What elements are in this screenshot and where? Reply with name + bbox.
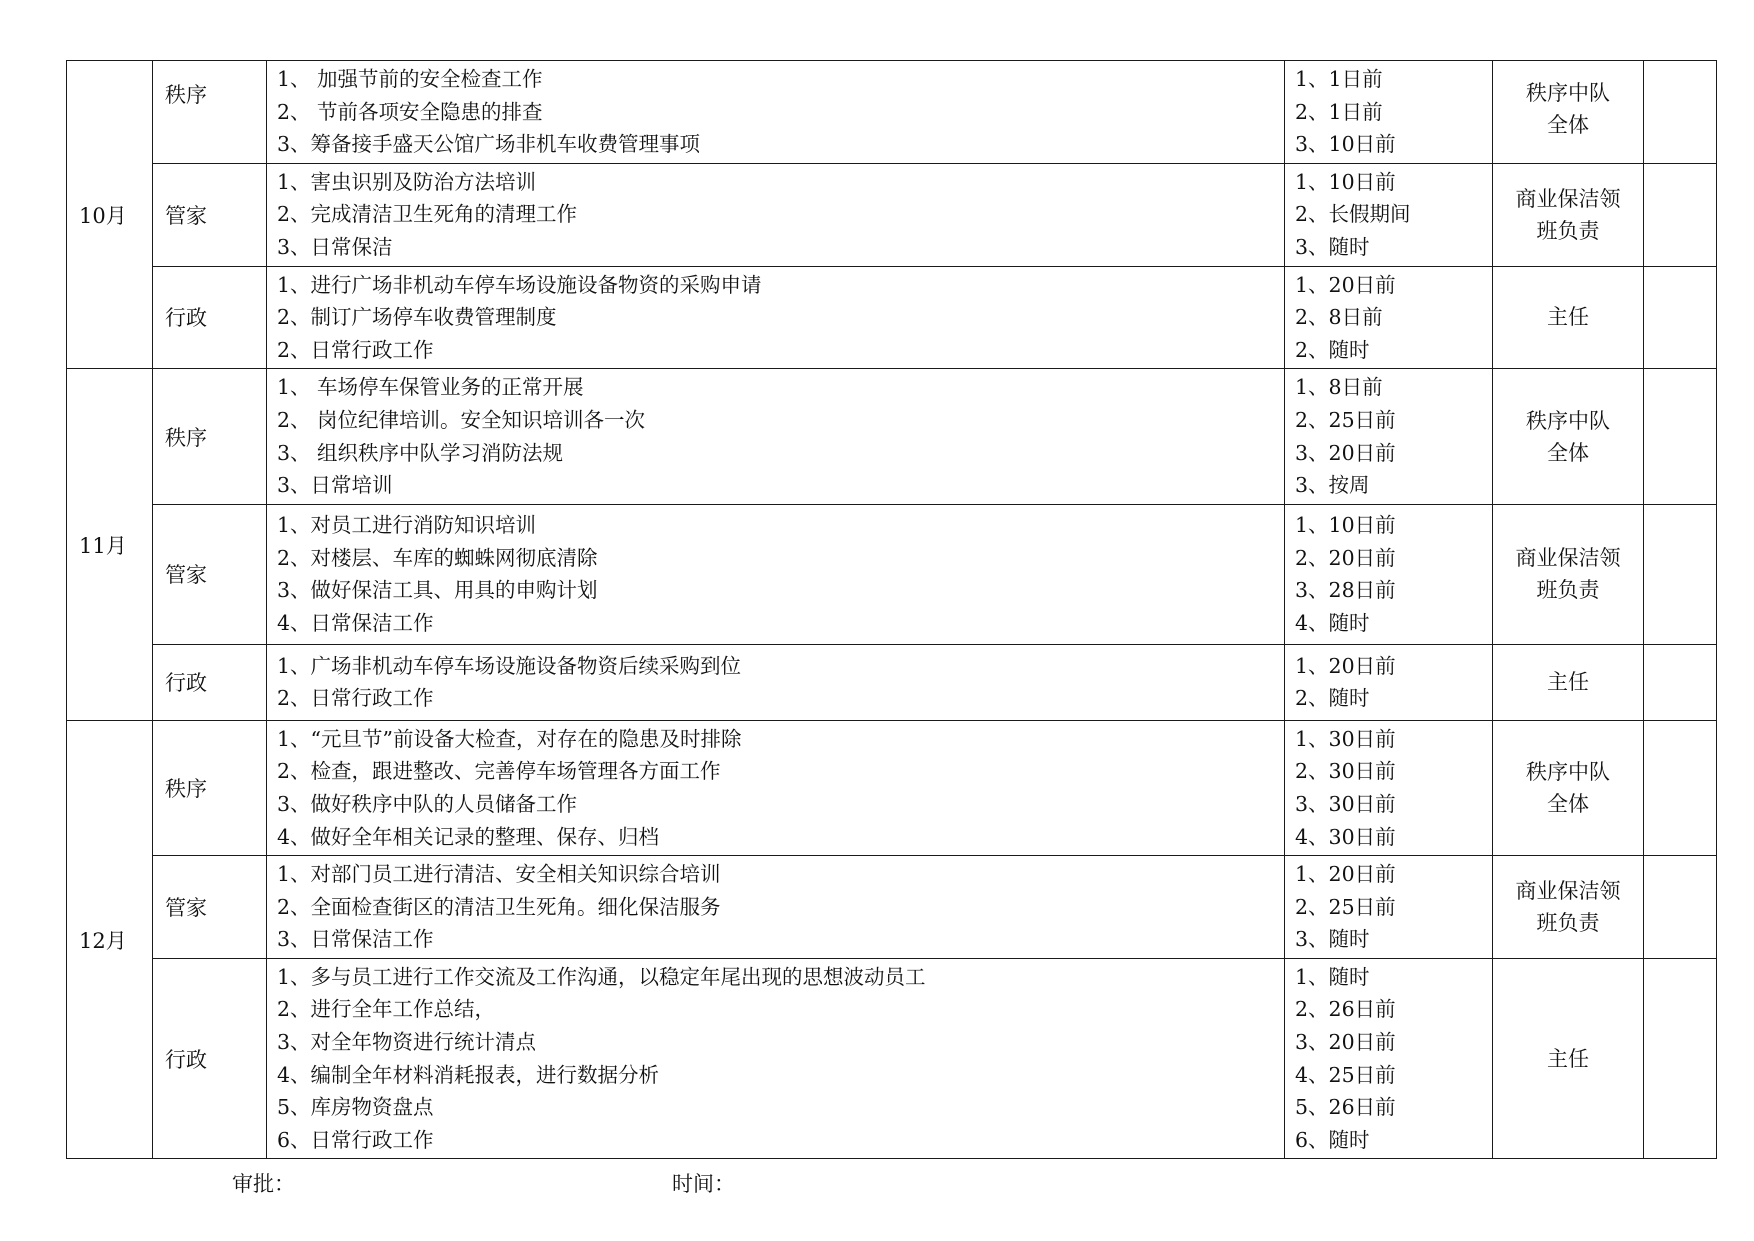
remarks-cell [1644, 369, 1717, 504]
task-item: 1、 加强节前的安全检查工作 [277, 67, 543, 91]
deadline-item: 3、随时 [1295, 927, 1370, 952]
table-row [67, 644, 1717, 720]
task-item: 4、日常保洁工作 [277, 610, 434, 635]
owner-line: 班负责 [1536, 578, 1600, 603]
deadline-item: 2、25日前 [1295, 894, 1396, 919]
deadline-item: 5、26日前 [1295, 1095, 1396, 1120]
task-item: 2、检查，跟进整改、完善停车场管理各方面工作 [277, 759, 721, 784]
approve-label: 审批： [232, 1172, 295, 1196]
deadline-item: 1、10日前 [1295, 169, 1396, 194]
dept-cell: 行政 [153, 644, 267, 720]
deadline-item: 4、25日前 [1295, 1062, 1396, 1087]
remarks-cell [1644, 163, 1717, 266]
deadline-list [1285, 369, 1493, 504]
month-cell: 11月 [67, 369, 153, 720]
owner-line: 秩序中队 [1526, 408, 1610, 433]
deadline-item: 1、20日前 [1295, 653, 1396, 678]
deadline-item: 3、20日前 [1295, 440, 1396, 465]
deadline-item: 2、20日前 [1295, 545, 1396, 570]
task-item: 1、害虫识别及防治方法培训 [277, 169, 537, 194]
owner-line: 主任 [1547, 305, 1589, 330]
owner-cell [1493, 163, 1644, 266]
deadline-item: 1、20日前 [1295, 272, 1396, 297]
task-item: 1、对部门员工进行清洁、安全相关知识综合培训 [277, 862, 721, 887]
task-item: 3、对全年物资进行统计清点 [277, 1030, 537, 1055]
task-item: 1、多与员工进行工作交流及工作沟通，以稳定年尾出现的思想波动员工 [277, 964, 926, 989]
table-row [67, 720, 1717, 855]
dept-cell: 管家 [153, 504, 267, 644]
table-row [67, 369, 1717, 504]
table-row [67, 61, 1717, 164]
month-cell: 12月 [67, 720, 153, 1159]
task-item: 1、进行广场非机动车停车场设施设备物资的采购申请 [277, 272, 762, 297]
deadline-item: 1、20日前 [1295, 862, 1396, 887]
owner-line: 全体 [1547, 440, 1589, 465]
task-item: 4、编制全年材料消耗报表，进行数据分析 [277, 1062, 660, 1087]
task-item: 1、对员工进行消防知识培训 [277, 513, 537, 538]
task-item: 2、制订广场停车收费管理制度 [277, 305, 557, 330]
remarks-cell [1644, 266, 1717, 369]
task-list [267, 856, 1285, 959]
task-item: 3、日常保洁 [277, 234, 393, 259]
task-item: 1、 车场停车保管业务的正常开展 [277, 375, 584, 400]
task-item: 5、库房物资盘点 [277, 1095, 434, 1120]
deadline-list [1285, 644, 1493, 720]
task-item: 2、日常行政工作 [277, 686, 434, 711]
deadline-item: 1、10日前 [1295, 513, 1396, 538]
table-row [67, 266, 1717, 369]
owner-line: 主任 [1547, 670, 1589, 695]
deadline-item: 2、26日前 [1295, 997, 1396, 1022]
deadline-item: 2、随时 [1295, 686, 1370, 711]
deadline-item: 2、8日前 [1295, 305, 1383, 330]
remarks-cell [1644, 644, 1717, 720]
deadline-item: 1、1日前 [1295, 67, 1383, 91]
deadline-list [1285, 163, 1493, 266]
owner-cell [1493, 856, 1644, 959]
task-item: 3、 组织秩序中队学习消防法规 [277, 440, 564, 465]
owner-line: 全体 [1547, 113, 1589, 137]
table-row [67, 163, 1717, 266]
deadline-item: 1、8日前 [1295, 375, 1383, 400]
dept-cell: 秩序 [153, 369, 267, 504]
deadline-item: 4、随时 [1295, 610, 1370, 635]
owner-line: 全体 [1547, 791, 1589, 816]
task-item: 3、做好秩序中队的人员储备工作 [277, 791, 578, 816]
deadline-item: 3、按周 [1295, 473, 1370, 498]
task-item: 2、 节前各项安全隐患的排查 [277, 99, 543, 124]
time-label: 时间： [672, 1172, 735, 1196]
remarks-cell [1644, 958, 1717, 1159]
deadline-list [1285, 958, 1493, 1159]
dept-cell: 管家 [153, 163, 267, 266]
task-item: 2、进行全年工作总结， [277, 997, 496, 1022]
task-item: 3、日常培训 [277, 473, 393, 498]
deadline-list [1285, 504, 1493, 644]
owner-line: 商业保洁领 [1515, 546, 1621, 571]
task-item: 1、广场非机动车停车场设施设备物资后续采购到位 [277, 653, 742, 678]
owner-cell [1493, 369, 1644, 504]
remarks-cell [1644, 856, 1717, 959]
dept-cell: 行政 [153, 958, 267, 1159]
work-plan-table [66, 60, 1717, 1159]
task-list [267, 163, 1285, 266]
deadline-item: 3、20日前 [1295, 1030, 1396, 1055]
task-list [267, 644, 1285, 720]
table-row [67, 504, 1717, 644]
deadline-list [1285, 266, 1493, 369]
deadline-item: 6、随时 [1295, 1127, 1370, 1152]
task-list [267, 958, 1285, 1159]
owner-cell [1493, 266, 1644, 369]
deadline-item: 3、30日前 [1295, 791, 1396, 816]
deadline-item: 1、30日前 [1295, 726, 1396, 751]
dept-cell: 行政 [153, 266, 267, 369]
deadline-item: 3、10日前 [1295, 132, 1396, 157]
deadline-item: 2、随时 [1295, 337, 1370, 362]
owner-cell [1493, 958, 1644, 1159]
table-row [67, 958, 1717, 1159]
task-item: 3、日常保洁工作 [277, 927, 434, 952]
owner-cell [1493, 504, 1644, 644]
task-list [267, 369, 1285, 504]
owner-cell [1493, 61, 1644, 164]
task-item: 2、 岗位纪律培训。安全知识培训各一次 [277, 407, 646, 432]
task-list [267, 266, 1285, 369]
task-item: 2、全面检查街区的清洁卫生死角。细化保洁服务 [277, 894, 721, 919]
deadline-list [1285, 720, 1493, 855]
owner-line: 主任 [1547, 1046, 1589, 1071]
dept-cell: 管家 [153, 856, 267, 959]
deadline-list [1285, 856, 1493, 959]
task-item: 1、“元旦节”前设备大检查，对存在的隐患及时排除 [277, 726, 742, 751]
owner-line: 秩序中队 [1526, 81, 1610, 105]
owner-cell [1493, 720, 1644, 855]
owner-line: 商业保洁领 [1515, 878, 1621, 903]
deadline-item: 2、1日前 [1295, 99, 1383, 124]
owner-line: 班负责 [1536, 218, 1600, 243]
owner-line: 商业保洁领 [1515, 186, 1621, 211]
deadline-item: 3、随时 [1295, 234, 1370, 259]
task-item: 3、筹备接手盛天公馆广场非机车收费管理事项 [277, 132, 701, 157]
month-cell: 10月 [67, 61, 153, 369]
deadline-list [1285, 61, 1493, 164]
task-item: 6、日常行政工作 [277, 1127, 434, 1152]
deadline-item: 3、28日前 [1295, 578, 1396, 603]
dept-cell: 秩序 [153, 720, 267, 855]
table-row [67, 856, 1717, 959]
task-list [267, 504, 1285, 644]
task-item: 2、日常行政工作 [277, 337, 434, 362]
deadline-item: 2、30日前 [1295, 759, 1396, 784]
dept-cell: 秩序 [153, 61, 267, 164]
remarks-cell [1644, 504, 1717, 644]
remarks-cell [1644, 61, 1717, 164]
owner-line: 秩序中队 [1526, 759, 1610, 784]
owner-cell [1493, 644, 1644, 720]
task-list [267, 720, 1285, 855]
task-item: 2、完成清洁卫生死角的清理工作 [277, 202, 578, 227]
deadline-item: 2、长假期间 [1295, 202, 1411, 227]
remarks-cell [1644, 720, 1717, 855]
deadline-item: 1、随时 [1295, 964, 1370, 989]
task-item: 4、做好全年相关记录的整理、保存、归档 [277, 824, 660, 849]
deadline-item: 4、30日前 [1295, 824, 1396, 849]
task-item: 3、做好保洁工具、用具的申购计划 [277, 578, 598, 603]
task-item: 2、对楼层、车库的蜘蛛网彻底清除 [277, 545, 598, 570]
task-list [267, 61, 1285, 164]
deadline-item: 2、25日前 [1295, 407, 1396, 432]
owner-line: 班负责 [1536, 910, 1600, 935]
